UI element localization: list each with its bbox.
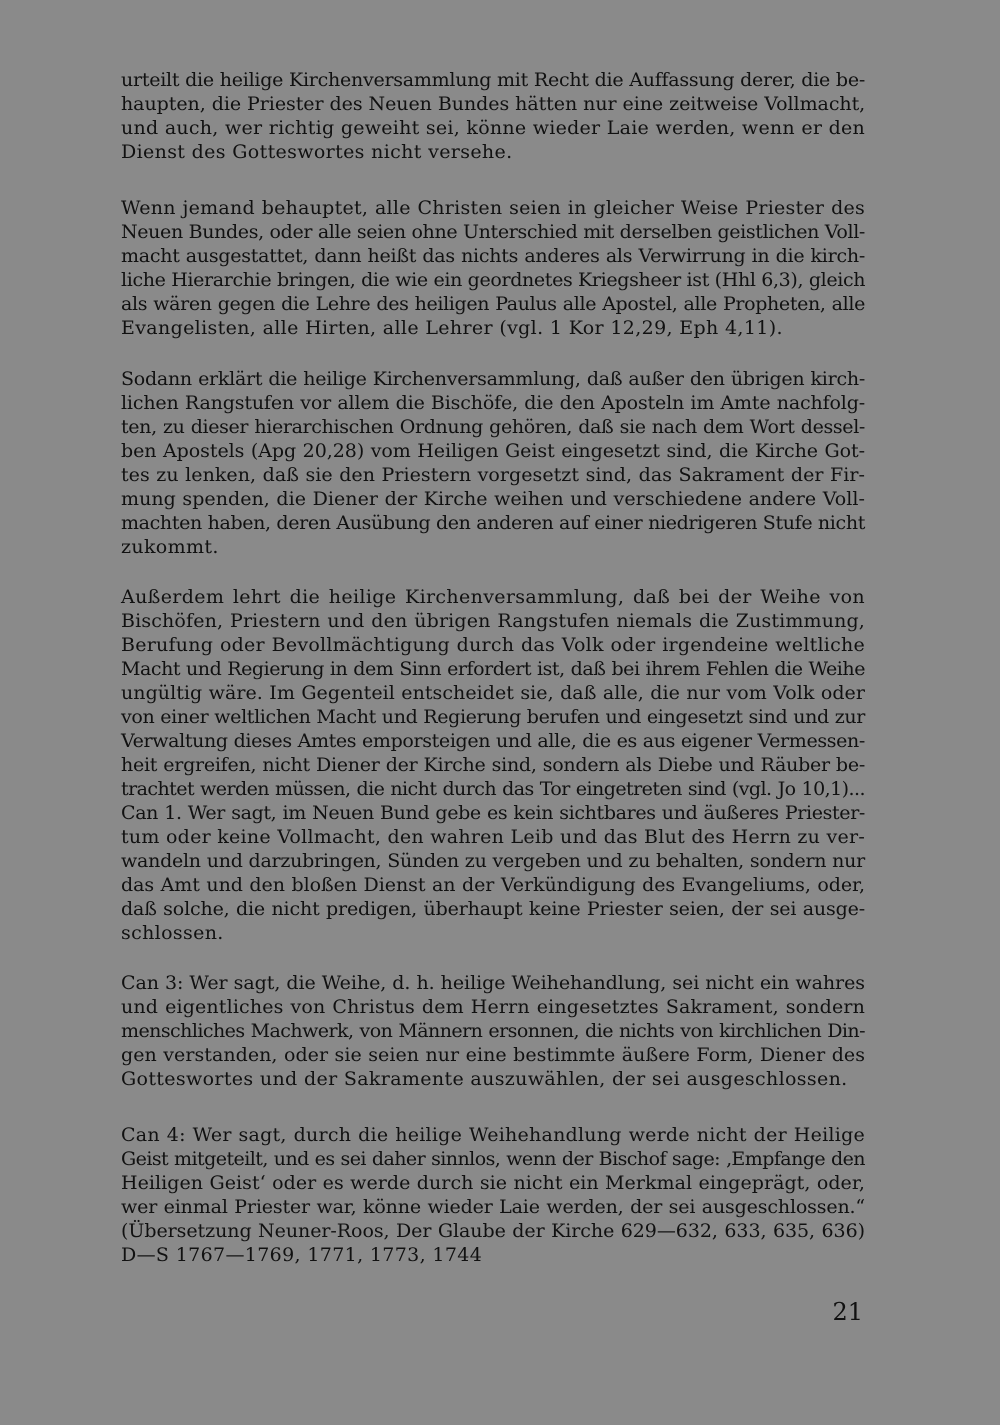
text-line: Macht und Regierung in dem Sinn erfordert ist, daß bei ihrem Fehlen die Weihe [121,658,865,680]
text-line: Neuen Bundes, oder alle seien ohne Unterschied mit derselben geistlichen Voll- [121,221,865,243]
text-line: haupten, die Priester des Neuen Bundes hätten nur eine zeitweise Vollmacht, [121,93,866,115]
text-line: Bischöfen, Priestern und den übrigen Rangstufen niemals die Zustimmung, [121,610,865,632]
text-line: Evangelisten, alle Hirten, alle Lehrer (vgl. 1 Kor 12,29, Eph 4,11). [121,317,783,339]
paragraph-6 [121,1123,865,1267]
text-line: Geist mitgeteilt, und es sei daher sinnlos, wenn der Bischof sage: ‚Empfange den [121,1148,865,1170]
text-line: mung spenden, die Diener der Kirche weihen und verschiedene andere Voll- [121,488,865,510]
paragraph-5 [121,971,865,1091]
text-line: liche Hierarchie bringen, die wie ein geordnetes Kriegsheer ist (Hhl 6,3), gleich [121,269,866,291]
text-line: Verwaltung dieses Amtes emporsteigen und alle, die es aus eigener Vermessen- [121,730,865,752]
text-line: als wären gegen die Lehre des heiligen Paulus alle Apostel, alle Propheten, alle [121,293,865,315]
text-line: schlossen. [121,922,224,944]
text-line: macht ausgestattet, dann heißt das nichts anderes als Verwirrung in die kirch- [121,245,865,267]
text-line: Außerdem lehrt die heilige Kirchenversammlung, daß bei der Weihe von [121,586,865,608]
text-line: Berufung oder Bevollmächtigung durch das Volk oder irgendeine weltliche [121,634,865,656]
text-line: von einer weltlichen Macht und Regierung berufen und eingesetzt sind und zur [121,706,865,728]
text-line: Can 4: Wer sagt, durch die heilige Weihehandlung werde nicht der Heilige [121,1124,865,1146]
text-line: daß solche, die nicht predigen, überhaupt keine Priester seien, der sei ausge- [121,898,865,920]
text-line: wandeln und darzubringen, Sünden zu vergeben und zu behalten, sondern nur [121,850,865,872]
text-line: und auch, wer richtig geweiht sei, könne wieder Laie werden, wenn er den [121,117,865,139]
text-line: (Übersetzung Neuner-Roos, Der Glaube der Kirche 629—632, 633, 635, 636) [121,1220,865,1242]
paragraph-3 [121,367,865,559]
text-line: tum oder keine Vollmacht, den wahren Leib und das Blut des Herrn zu ver- [121,826,865,848]
text-line: trachtet werden müssen, die nicht durch das Tor eingetreten sind (vgl. Jo 10,1)... [121,778,865,800]
text-line: ten, zu dieser hierarchischen Ordnung gehören, daß sie nach dem Wort dessel- [121,416,865,438]
text-line: machten haben, deren Ausübung den anderen auf einer niedrigeren Stufe nicht [121,512,865,534]
text-line: zukommt. [121,536,219,558]
page-number: 21 [832,1298,863,1326]
text-line: Can 1. Wer sagt, im Neuen Bund gebe es kein sichtbares und äußeres Priester- [121,802,865,824]
text-line: Wenn jemand behauptet, alle Christen seien in gleicher Weise Priester des [121,197,865,219]
text-line: tes zu lenken, daß sie den Priestern vorgesetzt sind, das Sakrament der Fir- [121,464,865,486]
text-line: und eigentliches von Christus dem Herrn eingesetztes Sakrament, sondern [121,996,865,1018]
text-line: Heiligen Geist‘ oder es werde durch sie nicht ein Merkmal eingeprägt, oder, [121,1172,865,1194]
text-line: urteilt die heilige Kirchenversammlung mit Recht die Auffassung derer, die be- [121,69,865,91]
text-line: wer einmal Priester war, könne wieder Laie werden, der sei ausgeschlossen.“ [121,1196,865,1218]
paragraph-1 [121,68,865,164]
text-line: gen verstanden, oder sie seien nur eine bestimmte äußere Form, Diener des [121,1044,865,1066]
text-line: Gotteswortes und der Sakramente auszuwählen, der sei ausgeschlossen. [121,1068,848,1090]
paragraph-4 [121,585,865,945]
text-line: D—S 1767—1769, 1771, 1773, 1744 [121,1244,483,1266]
paragraph-2 [121,196,865,340]
text-line: ungültig wäre. Im Gegenteil entscheidet sie, daß alle, die nur vom Volk oder [121,682,865,704]
text-line: heit ergreifen, nicht Diener der Kirche sind, sondern als Diebe und Räuber be- [121,754,865,776]
text-line: ben Apostels (Apg 20,28) vom Heiligen Geist eingesetzt sind, die Kirche Got- [121,440,865,462]
text-line: das Amt und den bloßen Dienst an der Verkündigung des Evangeliums, oder, [121,874,865,896]
text-line: Dienst des Gotteswortes nicht versehe. [121,141,513,163]
text-line: lichen Rangstufen vor allem die Bischöfe, die den Aposteln im Amte nachfolg- [121,392,865,414]
text-line: Can 3: Wer sagt, die Weihe, d. h. heilige Weihehandlung, sei nicht ein wahres [121,972,865,994]
text-line: Sodann erklärt die heilige Kirchenversammlung, daß außer den übrigen kirch- [121,368,865,390]
text-line: menschliches Machwerk, von Männern ersonnen, die nichts von kirchlichen Din- [121,1020,865,1042]
